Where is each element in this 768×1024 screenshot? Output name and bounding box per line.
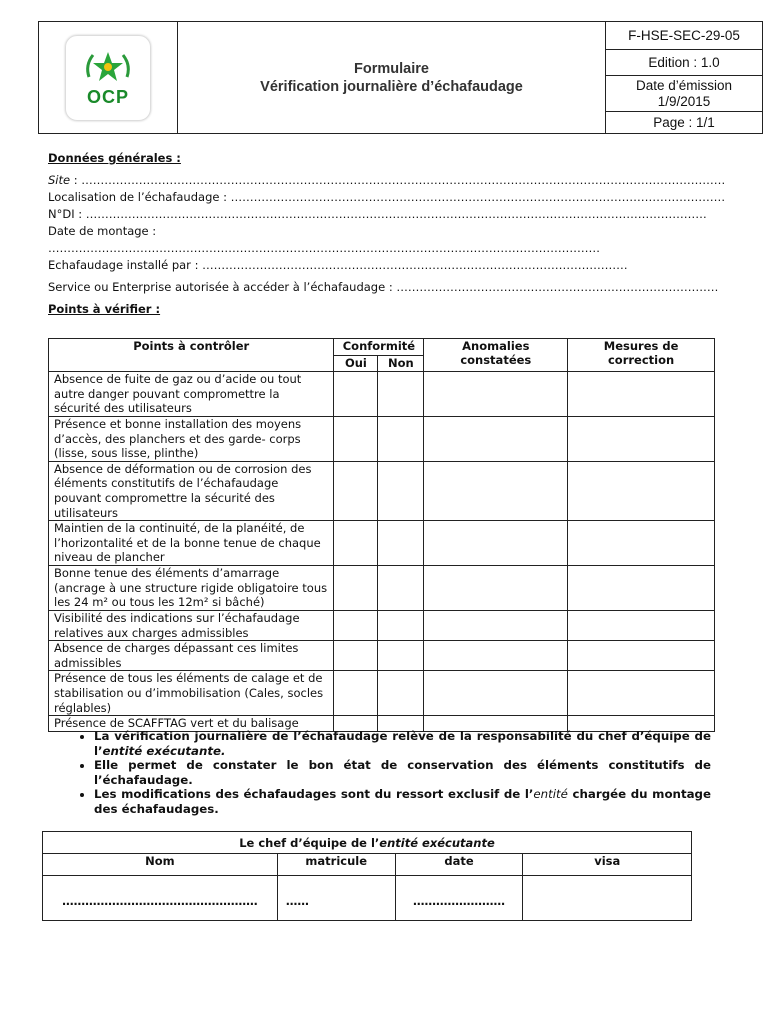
service-line: Service ou Enterprise autorisée à accéder à l’échafaudage : ………………………………………………………………………… — [48, 280, 719, 294]
non-cell[interactable] — [378, 417, 424, 462]
check-item-label: Présence et bonne installation des moyens d’accès, des planchers et des garde- corps (lisse, sous lisse, plinthe) — [49, 417, 334, 462]
site-dots: : …………………………………………………………………………………………………………………………………………………… — [70, 173, 726, 187]
check-item-label: Visibilité des indications sur l’échafaudage relatives aux charges admissibles — [49, 610, 334, 640]
mesures-cell[interactable] — [568, 372, 715, 417]
signature-title-text: Le chef d’équipe de l’ — [239, 835, 380, 850]
points-heading: Points à vérifier : — [48, 302, 161, 316]
edition: Edition : 1.0 — [606, 50, 763, 76]
nom-field[interactable]: …………………………………………… — [43, 876, 278, 921]
check-item-label: Bonne tenue des éléments d’amarrage (ancrage à une structure rigide obligatoire tous les 24 m² ou tous les 12m² si bâché) — [49, 565, 334, 610]
mesures-cell[interactable] — [568, 417, 715, 462]
col-points: Points à contrôler — [49, 339, 334, 372]
checklist-rows — [49, 372, 715, 732]
oui-cell[interactable] — [334, 372, 378, 417]
note-2: • Elle permet de constater le bon état de conservation des éléments constitutifs de l’échafaudage. — [94, 758, 711, 787]
anomalies-cell[interactable] — [424, 565, 568, 610]
table-row — [49, 521, 715, 566]
date-field[interactable]: …………………… — [395, 876, 523, 921]
table-row — [49, 461, 715, 520]
note-3-italic: entité — [533, 787, 568, 802]
logo-cell — [39, 22, 178, 134]
non-cell[interactable] — [378, 461, 424, 520]
mesures-cell[interactable] — [568, 610, 715, 640]
check-item-label: Absence de fuite de gaz ou d’acide ou tout autre danger pouvant compromettre la sécurité des utilisateurs — [49, 372, 334, 417]
note-3-text: Les modifications des échafaudages sont du ressort exclusif de l’ — [94, 787, 534, 802]
table-row — [49, 565, 715, 610]
check-item-label: Maintien de la continuité, de la planéité, de l’horizontalité et de la bonne tenue de chaque niveau de plancher — [49, 521, 334, 566]
localisation-line: Localisation de l’échafaudage : ………………………………………………………………………………………………………………… — [48, 190, 726, 204]
signature-title — [43, 832, 692, 854]
signature-table — [42, 831, 692, 921]
emission-date-cell — [606, 76, 763, 112]
installe-par-line: Echafaudage installé par : ………………………………………………………………………………………………… — [48, 258, 628, 272]
col-non: Non — [378, 356, 424, 372]
note-3-end: chargée du montage des échafaudages. — [94, 787, 712, 816]
non-cell[interactable] — [378, 521, 424, 566]
non-cell[interactable] — [378, 565, 424, 610]
anomalies-cell[interactable] — [424, 671, 568, 716]
date-montage-label: Date de montage : — [48, 224, 157, 238]
table-row — [49, 671, 715, 716]
site-label: Site — [48, 173, 71, 187]
page-number: Page : 1/1 — [606, 112, 763, 134]
check-item-label: Absence de déformation ou de corrosion des éléments constitutifs de l’échafaudage pouvant compromettre la sécurité des utilisateurs — [49, 461, 334, 520]
oui-cell[interactable] — [334, 417, 378, 462]
ocp-star-icon — [83, 47, 133, 87]
non-cell[interactable] — [378, 671, 424, 716]
header-table — [38, 21, 763, 134]
notes-list — [70, 729, 711, 817]
site-line — [48, 173, 725, 187]
check-item-label: Absence de charges dépassant ces limites admissibles — [49, 641, 334, 671]
non-cell[interactable] — [378, 610, 424, 640]
emission-label: Date d’émission — [635, 77, 733, 93]
col-anomalies: Anomalies constatées — [424, 339, 568, 372]
mesures-cell[interactable] — [568, 641, 715, 671]
anomalies-cell[interactable] — [424, 641, 568, 671]
logo-text: OCP — [86, 87, 129, 107]
col-mesures: Mesures de correction — [568, 339, 715, 372]
check-item-label: Présence de tous les éléments de calage et de stabilisation ou d’immobilisation (Cales, socles réglables) — [49, 671, 334, 716]
col-visa: visa — [523, 854, 692, 876]
oui-cell[interactable] — [334, 461, 378, 520]
anomalies-cell[interactable] — [424, 372, 568, 417]
oui-cell[interactable] — [334, 610, 378, 640]
col-oui: Oui — [334, 356, 378, 372]
checklist-table — [48, 338, 715, 732]
oui-cell[interactable] — [334, 521, 378, 566]
title-line-1: Formulaire — [354, 60, 429, 77]
oui-cell[interactable] — [334, 565, 378, 610]
table-row — [49, 372, 715, 417]
general-heading: Données générales : — [48, 151, 181, 165]
col-date: date — [395, 854, 523, 876]
mesures-cell[interactable] — [568, 521, 715, 566]
note-1 — [94, 729, 711, 758]
ocp-logo — [65, 35, 151, 121]
visa-field[interactable] — [523, 876, 692, 921]
date-montage-dots: ……………………………………………………………………………………………………………………………… — [48, 241, 600, 255]
emission-date: 1/9/2015 — [657, 93, 711, 109]
anomalies-cell[interactable] — [424, 521, 568, 566]
matricule-field[interactable]: …… — [277, 876, 395, 921]
table-row — [49, 641, 715, 671]
note-1-text: La vérification journalière de l’échafaudage relève de la responsabilité du chef d’équipe de l’ — [94, 729, 711, 758]
form-title — [178, 22, 606, 134]
ref-code: F-HSE-SEC-29-05 — [606, 22, 763, 50]
non-cell[interactable] — [378, 372, 424, 417]
anomalies-cell[interactable] — [424, 610, 568, 640]
signature-title-italic: entité exécutante — [379, 835, 495, 850]
mesures-cell[interactable] — [568, 461, 715, 520]
col-nom: Nom — [43, 854, 278, 876]
title-line-2: Vérification journalière d’échafaudage — [260, 78, 523, 95]
oui-cell[interactable] — [334, 641, 378, 671]
table-row — [49, 610, 715, 640]
note-3 — [94, 787, 711, 816]
oui-cell[interactable] — [334, 671, 378, 716]
col-matricule: matricule — [277, 854, 395, 876]
mesures-cell[interactable] — [568, 671, 715, 716]
anomalies-cell[interactable] — [424, 461, 568, 520]
ndi-line: N°DI : ……………………………………………………………………………………………………………………………………………… — [48, 207, 707, 221]
anomalies-cell[interactable] — [424, 417, 568, 462]
col-conformite: Conformité — [334, 339, 424, 356]
check-item-label: Présence de SCAFFTAG vert et du balisage — [49, 716, 334, 732]
table-row — [49, 417, 715, 462]
mesures-cell[interactable] — [568, 565, 715, 610]
non-cell[interactable] — [378, 641, 424, 671]
note-1-italic: entité exécutante. — [102, 743, 226, 758]
